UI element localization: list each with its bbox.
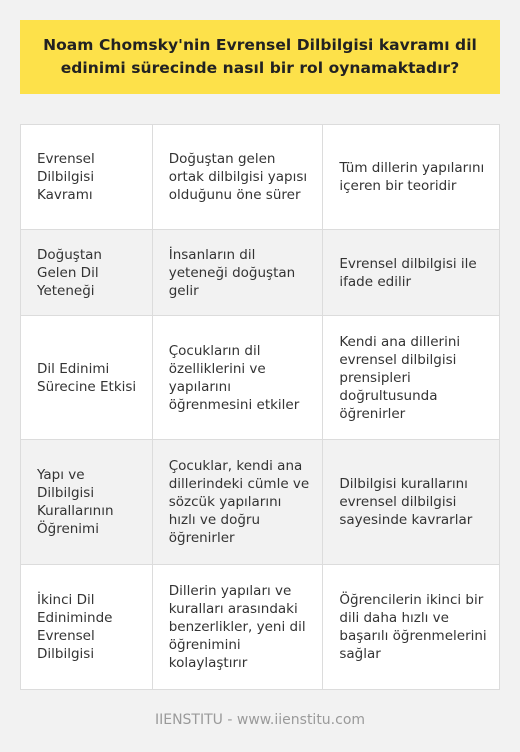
comparison-table <box>20 124 500 690</box>
page-title: Noam Chomsky'nin Evrensel Dilbilgisi kavramı dil edinimi sürecinde nasıl bir rol oynamaktadır? <box>43 36 477 77</box>
table-cell-topic: Yapı ve Dilbilgisi Kurallarının Öğrenimi <box>21 440 153 565</box>
table-row <box>21 125 500 230</box>
table-cell-topic: Dil Edinimi Sürecine Etkisi <box>21 316 153 440</box>
table-cell-detail: Öğrencilerin ikinci bir dili daha hızlı ve başarılı öğrenmelerini sağlar <box>323 565 500 690</box>
table-cell-topic: Evrensel Dilbilgisi Kavramı <box>21 125 153 230</box>
table-cell-description: Doğuştan gelen ortak dilbilgisi yapısı olduğunu öne sürer <box>153 125 324 230</box>
table-cell-detail: Dilbilgisi kurallarını evrensel dilbilgisi sayesinde kavrarlar <box>323 440 500 565</box>
table-cell-detail: Evrensel dilbilgisi ile ifade edilir <box>323 230 500 316</box>
table-cell-topic: Doğuştan Gelen Dil Yeteneği <box>21 230 153 316</box>
table-cell-topic: İkinci Dil Ediniminde Evrensel Dilbilgisi <box>21 565 153 690</box>
table-cell-detail: Kendi ana dillerini evrensel dilbilgisi prensipleri doğrultusunda öğrenirler <box>323 316 500 440</box>
table-row <box>21 230 500 316</box>
footer-credit: IIENSTITU - www.iienstitu.com <box>154 712 366 728</box>
table-cell-detail: Tüm dillerin yapılarını içeren bir teoridir <box>323 125 500 230</box>
title-banner <box>20 20 500 94</box>
table-cell-description: Çocukların dil özelliklerini ve yapılarını öğrenmesini etkiler <box>153 316 324 440</box>
table-row <box>21 565 500 690</box>
table-row <box>21 316 500 440</box>
table-row <box>21 440 500 565</box>
table-cell-description: İnsanların dil yeteneği doğuştan gelir <box>153 230 324 316</box>
table-cell-description: Çocuklar, kendi ana dillerindeki cümle ve sözcük yapılarını hızlı ve doğru öğrenirler <box>153 440 324 565</box>
table-cell-description: Dillerin yapıları ve kuralları arasındaki benzerlikler, yeni dil öğrenimini kolaylaştırır <box>153 565 324 690</box>
